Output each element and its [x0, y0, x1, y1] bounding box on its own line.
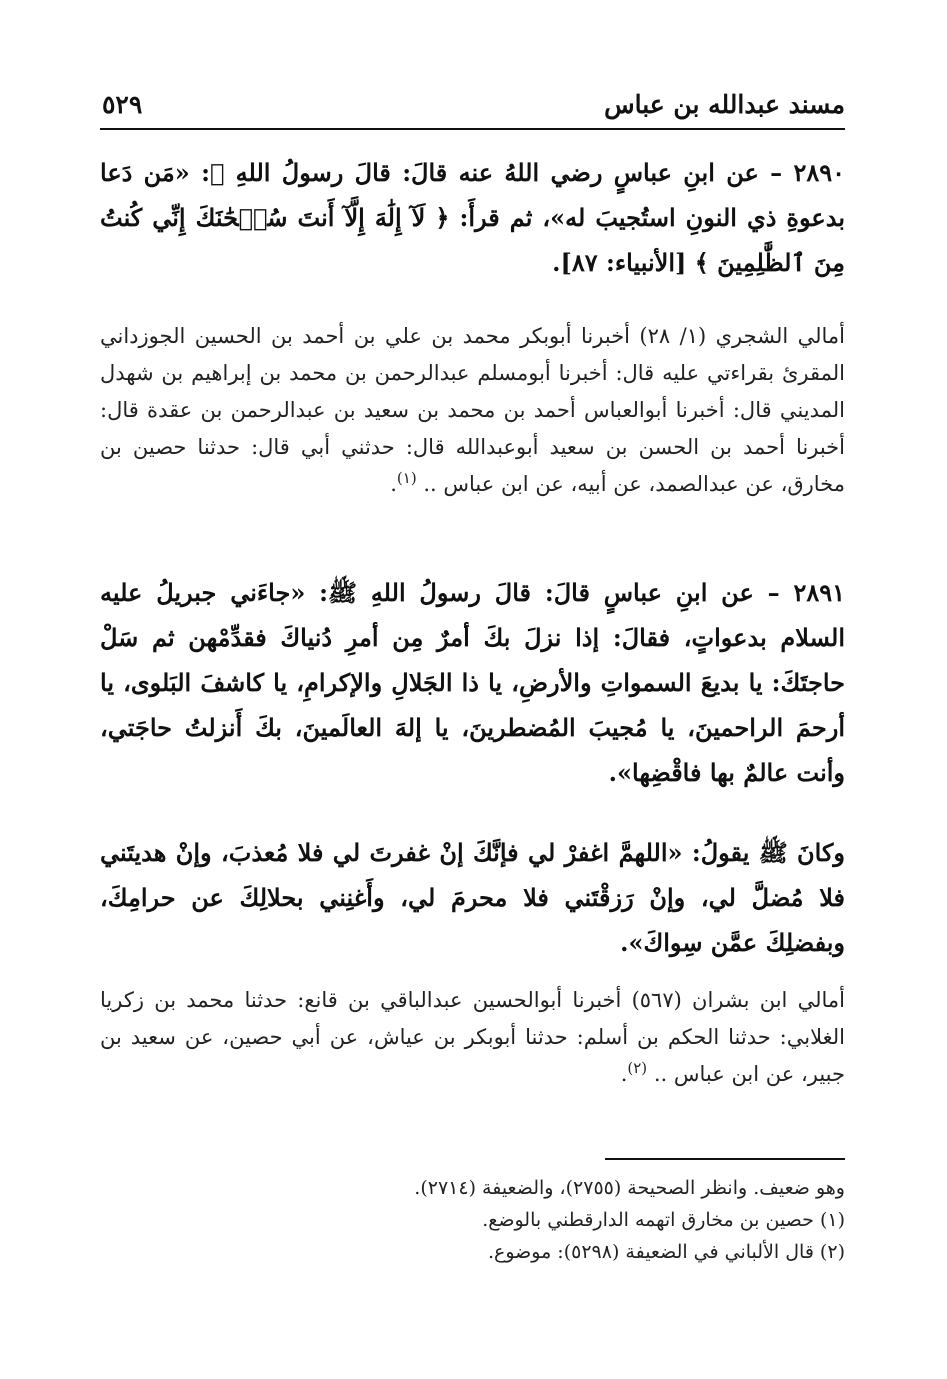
running-title: مسند عبدالله بن عباس — [604, 90, 845, 119]
footnote-2: (٢) قال الألباني في الضعيفة (٥٢٩٨): موضوع. — [487, 1241, 845, 1263]
hadith-number: ٢٨٩٠ — [793, 158, 845, 187]
hadith-continuation — [100, 830, 845, 965]
page-header — [100, 88, 845, 130]
footnotes — [100, 1172, 845, 1268]
page-number: ٥٢٩ — [102, 90, 143, 119]
hadith-text: وكانَ ﷺ يقولُ: «اللهمَّ اغفرْ لي فإنَّكَ إنْ غفرتَ لي فلا مُعذبَ، وإنْ هديتَني فلا مُضلَّ لي، وإنْ رَزقْتَني فلا محرمَ لي، وأَغنِني بحلالِكَ عن حرامِكَ، وبفضلِكَ عمَّن سِواكَ». — [100, 838, 845, 957]
period: . — [620, 1062, 628, 1086]
hadith-2891 — [100, 570, 845, 795]
hadith-text: – عن ابنِ عباسٍ قالَ: قالَ رسولُ اللهِ ﷺ: «جاءَني جبريلُ عليه السلام بدعواتٍ، فقالَ: إذا نزلَ بكَ أمرٌ مِن أمرِ دُنياكَ فقدِّمْهن ثم سَلْ حاجتَكَ: يا بديعَ السمواتِ والأرضِ، يا ذا الجَلالِ والإكرامِ، يا كاشفَ البَلوى، يا أرحمَ الراحمينَ، يا مُجيبَ المُضطرينَ، يا إلهَ العالَمينَ، بكَ أَنزلتُ حاجَتي، وأنت عالمٌ بها فاقْضِها». — [100, 578, 845, 787]
footnote-1: (١) حصين بن مخارق اتهمه الدارقطني بالوضع. — [482, 1209, 845, 1231]
source-text: أمالي الشجري (١/ ٢٨) أخبرنا أبوبكر محمد بن علي بن أحمد بن الحسين الجوزداني المقرئ بقراءتي عليه قال: أخبرنا أبومسلم عبدالرحمن بن محمد بن إبراهيم بن شهدل المديني قال: أخبرنا أبوالعباس أحمد بن محمد بن سعيد بن عبدالرحمن بن عقدة قال: أخبرنا أحمد بن الحسن بن سعيد أبوعبدالله قال: حدثني أبي قال: حدثنا حصين بن مخارق، عن عبدالصمد، عن أبيه، عن ابن عباس .. — [100, 324, 845, 496]
hadith-text: – عن ابنِ عباسٍ رضي اللهُ عنه قالَ: قالَ رسولُ اللهِ ﷺ: «مَن دَعا بدعوةِ ذي النونِ استُجيبَ له»، ثم قرأَ: ﴿ لَآ إِلَٰهَ إِلَّآ أَنتَ سُبۡحَٰنَكَ إِنِّي كُنتُ مِنَ ٱلظَّٰلِمِينَ ﴾ [الأنبياء: ٨٧]. — [100, 158, 845, 277]
source-citation-2 — [100, 982, 845, 1093]
footnote-ref-2: (٢) — [627, 1059, 648, 1077]
hadith-2890 — [100, 150, 845, 285]
hadith-number: ٢٨٩١ — [793, 578, 845, 607]
footnote-divider — [605, 1158, 845, 1160]
source-text: أمالي ابن بشران (٥٦٧) أخبرنا أبوالحسين عبدالباقي بن قانع: حدثنا محمد بن زكريا الغلابي: حدثنا الحكم بن أسلم: حدثنا أبوبكر بن عياش، عن أبي حصين، عن سعيد بن جبير، عن ابن عباس .. — [100, 988, 845, 1086]
footnote-0: وهو ضعيف. وانظر الصحيحة (٢٧٥٥)، والضعيفة (٢٧١٤). — [414, 1177, 845, 1199]
period: . — [390, 472, 397, 496]
source-citation-1 — [100, 318, 845, 503]
footnote-ref-1: (١) — [396, 469, 417, 487]
